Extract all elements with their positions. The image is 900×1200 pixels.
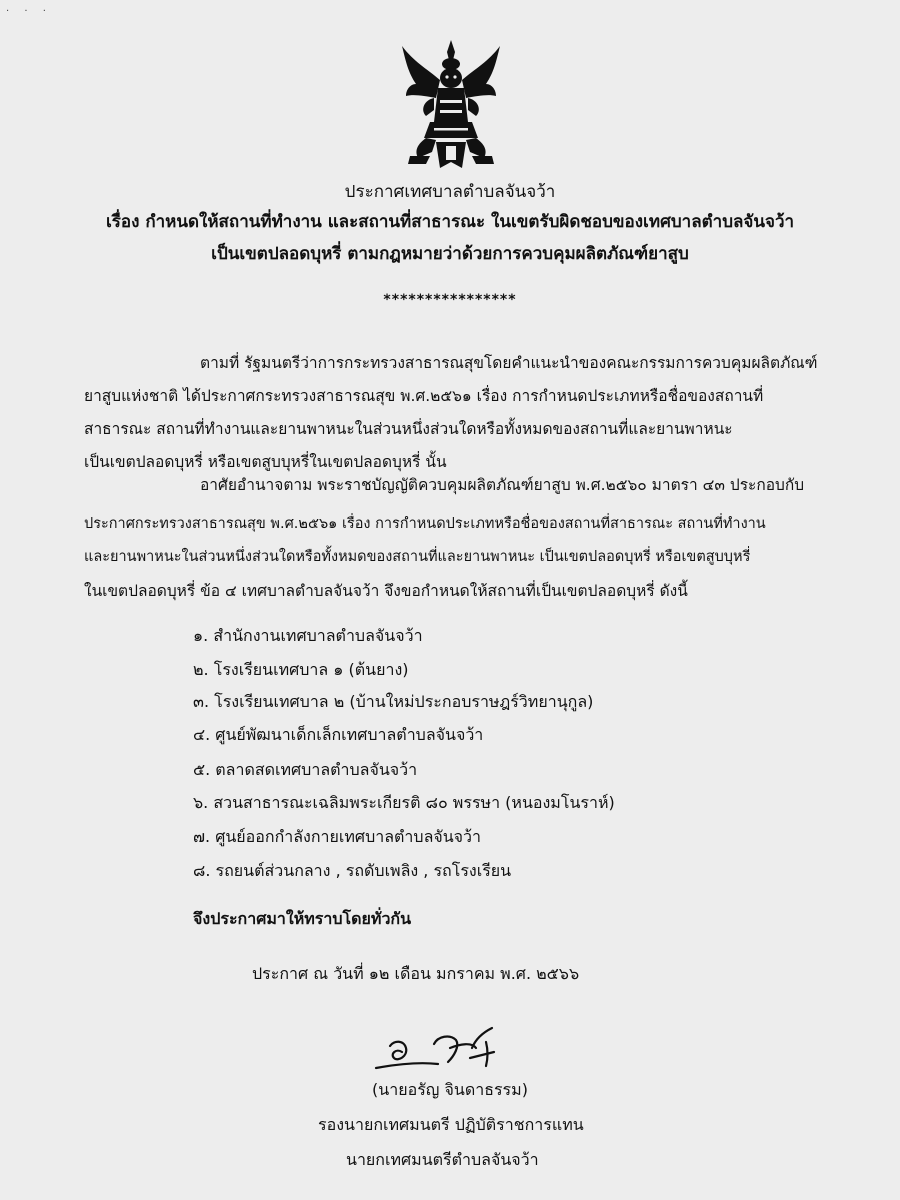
list-item: ๗. ศูนย์ออกกำลังกายเทศบาลตำบลจันจว้า xyxy=(193,827,482,846)
signatory-position-2: นายกเทศมนตรีตำบลจันจว้า xyxy=(346,1150,539,1169)
signature-mark xyxy=(368,1018,518,1080)
separator-stars: **************** xyxy=(383,292,517,308)
para2-line: และยานพาหนะในส่วนหนึ่งส่วนใดหรือทั้งหมดของสถานที่และยานพาหนะ เป็นเขตปลอดบุหรี่ หรือเขตสูบบุหรี่ xyxy=(84,549,751,565)
signatory-name: (นายอรัญ จินดาธรรม) xyxy=(372,1080,528,1099)
list-item: ๒. โรงเรียนเทศบาล ๑ (ต้นยาง) xyxy=(193,660,409,679)
para1-line: สาธารณะ สถานที่ทำงานและยานพาหนะในส่วนหนึ่งส่วนใดหรือทั้งหมดของสถานที่และยานพาหนะ xyxy=(84,420,733,438)
subject-line-2: เป็นเขตปลอดบุหรี่ ตามกฎหมายว่าด้วยการควบคุมผลิตภัณฑ์ยาสูบ xyxy=(211,244,689,264)
garuda-emblem-icon xyxy=(396,38,506,173)
para1-line: เป็นเขตปลอดบุหรี่ หรือเขตสูบบุหรี่ในเขตปลอดบุหรี่ นั้น xyxy=(84,453,447,471)
scan-specks: · · · xyxy=(6,6,52,17)
list-item: ๔. ศูนย์พัฒนาเด็กเล็กเทศบาลตำบลจันจว้า xyxy=(193,725,484,744)
list-item: ๖. สวนสาธารณะเฉลิมพระเกียรติ ๘๐ พรรษา (หนองมโนราห์) xyxy=(193,793,615,812)
list-item: ๘. รถยนต์ส่วนกลาง , รถดับเพลิง , รถโรงเรียน xyxy=(193,861,512,880)
announcement-date: ประกาศ ณ วันที่ ๑๒ เดือน มกราคม พ.ศ. ๒๕๖๖ xyxy=(252,964,580,983)
para1-line: ตามที่ รัฐมนตรีว่าการกระทรวงสาธารณสุขโดยคำแนะนำของคณะกรรมการควบคุมผลิตภัณฑ์ xyxy=(200,354,818,372)
announcement-title: ประกาศเทศบาลตำบลจันจว้า xyxy=(344,182,556,202)
closing-statement: จึงประกาศมาให้ทราบโดยทั่วกัน xyxy=(193,909,412,928)
list-item: ๓. โรงเรียนเทศบาล ๒ (บ้านใหม่ประกอบราษฎร์วิทยานุกูล) xyxy=(193,692,594,711)
signatory-position-1: รองนายกเทศมนตรี ปฏิบัติราชการแทน xyxy=(318,1115,584,1134)
para2-line: ในเขตปลอดบุหรี่ ข้อ ๔ เทศบาลตำบลจันจว้า จึงขอกำหนดให้สถานที่เป็นเขตปลอดบุหรี่ ดังนี้ xyxy=(84,582,688,600)
para1-line: ยาสูบแห่งชาติ ได้ประกาศกระทรวงสาธารณสุข พ.ศ.๒๕๖๑ เรื่อง การกำหนดประเภทหรือชื่อของสถานที่ xyxy=(84,387,764,405)
para2-line: ประกาศกระทรวงสาธารณสุข พ.ศ.๒๕๖๑ เรื่อง การกำหนดประเภทหรือชื่อของสถานที่สาธารณะ สถานที่ทำงาน xyxy=(84,516,766,532)
list-item: ๑. สำนักงานเทศบาลตำบลจันจว้า xyxy=(193,626,423,645)
para2-line: อาศัยอำนาจตาม พระราชบัญญัติควบคุมผลิตภัณฑ์ยาสูบ พ.ศ.๒๕๖๐ มาตรา ๔๓ ประกอบกับ xyxy=(200,476,805,494)
subject-line-1: เรื่อง กำหนดให้สถานที่ทำงาน และสถานที่สาธารณะ ในเขตรับผิดชอบของเทศบาลตำบลจันจว้า xyxy=(105,212,795,232)
list-item: ๕. ตลาดสดเทศบาลตำบลจันจว้า xyxy=(193,760,418,779)
